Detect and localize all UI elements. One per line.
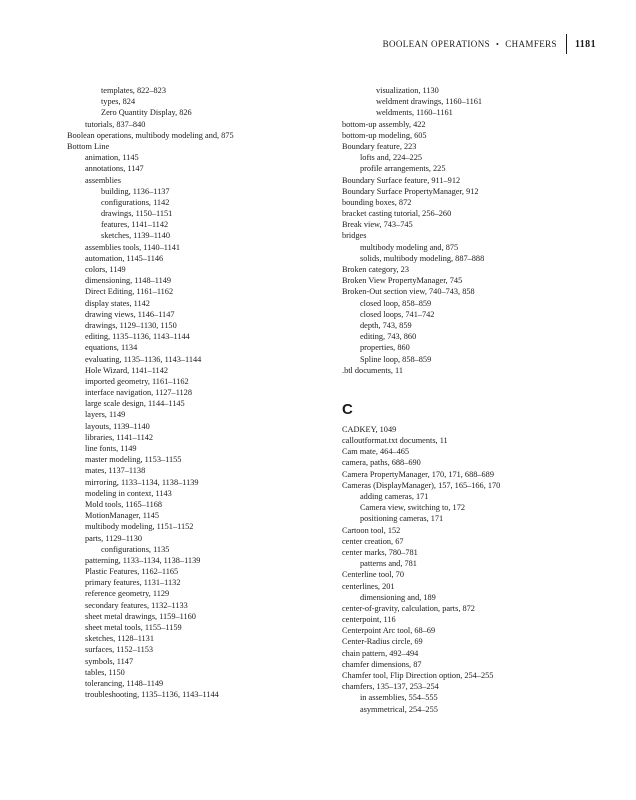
index-entry: secondary features, 1132–1133 (85, 600, 188, 610)
index-entry: evaluating, 1135–1136, 1143–1144 (85, 354, 202, 364)
index-entry: chamfer dimensions, 87 (342, 659, 422, 669)
index-entry: symbols, 1147 (85, 656, 134, 666)
index-entry: sketches, 1128–1131 (85, 634, 154, 644)
index-entry: modeling in context, 1143 (85, 488, 172, 498)
index-entry: assemblies tools, 1140–1141 (85, 242, 181, 252)
index-entry: in assemblies, 554–555 (360, 693, 438, 703)
index-entry: asymmetrical, 254–255 (360, 704, 438, 714)
index-entry: features, 1141–1142 (101, 220, 169, 230)
index-entry: lofts and, 224–225 (360, 153, 422, 163)
section-spacer (342, 376, 602, 400)
index-entry: surfaces, 1152–1153 (85, 645, 154, 655)
index-entry: camera, paths, 688–690 (342, 458, 421, 468)
index-entry: sheet metal tools, 1155–1159 (85, 623, 182, 632)
index-entry: configurations, 1142 (101, 197, 170, 207)
index-entry: automation, 1145–1146 (85, 253, 164, 263)
index-entry: depth, 743, 859 (360, 320, 412, 330)
index-entry: Bottom Line (67, 141, 110, 151)
index-entry: bracket casting tutorial, 256–260 (342, 209, 452, 219)
index-entry: center creation, 67 (342, 536, 404, 546)
index-entry: Boolean operations, multibody modeling and, 875 (67, 130, 234, 140)
index-entry: Centerpoint Arc tool, 68–69 (342, 626, 436, 636)
index-entry: annotations, 1147 (85, 164, 144, 174)
index-entry: large scale design, 1144–1145 (85, 399, 185, 409)
index-entry: Camera view, switching to, 172 (360, 503, 465, 513)
index-entry: dimensioning and, 189 (360, 592, 436, 602)
index-entry: drawings, 1129–1130, 1150 (85, 320, 177, 330)
index-entry: mates, 1137–1138 (85, 466, 146, 476)
index-entry: line fonts, 1149 (85, 444, 137, 453)
index-entry: Direct Editing, 1161–1162 (85, 287, 174, 297)
index-entry: Broken-Out section view, 740–743, 858 (342, 287, 475, 297)
index-entry: Broken View PropertyManager, 745 (342, 276, 463, 286)
index-entry: layouts, 1139–1140 (85, 421, 150, 431)
index-entry: calloutformat.txt documents, 11 (342, 436, 448, 446)
index-entry: center marks, 780–781 (342, 547, 418, 557)
page-number: 1181 (574, 38, 596, 50)
index-entry: Spline loop, 858–859 (360, 354, 432, 364)
index-entry: Cartoon tool, 152 (342, 525, 401, 535)
index-entry: positioning cameras, 171 (360, 514, 444, 524)
index-entry: patterning, 1133–1134, 1138–1139 (85, 555, 201, 565)
section-letter-heading: C (342, 400, 353, 418)
index-entry: bounding boxes, 872 (342, 197, 412, 207)
index-entry: mirroring, 1133–1134, 1138–1139 (85, 477, 199, 487)
index-entry: types, 824 (101, 97, 136, 107)
index-entry: tables, 1150 (85, 667, 125, 677)
header-subsection: CHAMFERS (505, 39, 557, 49)
index-column-right (342, 85, 602, 715)
index-entry: centerlines, 201 (342, 581, 395, 591)
index-entry: Mold tools, 1165–1168 (85, 499, 163, 509)
index-entry: assemblies (85, 175, 121, 185)
index-entry: reference geometry, 1129 (85, 589, 170, 599)
index-entry: patterns and, 781 (360, 559, 417, 569)
index-entry: Cameras (DisplayManager), 157, 165–166, 170 (342, 480, 501, 490)
index-entry: colors, 1149 (85, 265, 126, 274)
index-entry: bridges (342, 231, 367, 241)
index-entry: closed loop, 858–859 (360, 298, 432, 308)
index-entry: multibody modeling and, 875 (360, 242, 459, 252)
index-entry: chain pattern, 492–494 (342, 648, 419, 658)
header-divider (566, 34, 567, 54)
index-entry: imported geometry, 1161–1162 (85, 376, 189, 386)
index-entry: weldment drawings, 1160–1161 (376, 97, 483, 107)
index-entry: dimensioning, 1148–1149 (85, 276, 172, 286)
index-group-c (342, 424, 602, 715)
index-entry: closed loops, 741–742 (360, 309, 435, 319)
index-entry: bottom-up modeling, 605 (342, 130, 427, 140)
header-bullet: • (496, 39, 500, 49)
index-entry: center-of-gravity, calculation, parts, 872 (342, 603, 475, 613)
index-entry: equations, 1134 (85, 343, 138, 353)
index-entry: Center-Radius circle, 69 (342, 637, 423, 647)
index-entry: profile arrangements, 225 (360, 164, 446, 174)
index-entry: Plastic Features, 1162–1165 (85, 567, 179, 577)
index-entry: drawings, 1150–1151 (101, 209, 173, 219)
index-entry: master modeling, 1153–1155 (85, 455, 182, 465)
index-entry: editing, 743, 860 (360, 332, 417, 342)
index-entry: animation, 1145 (85, 153, 139, 163)
running-header (383, 36, 596, 52)
index-entry: templates, 822–823 (101, 86, 166, 95)
index-entry: drawing views, 1146–1147 (85, 309, 175, 319)
index-entry: Chamfer tool, Flip Direction option, 254–255 (342, 671, 494, 680)
index-entry: Hole Wizard, 1141–1142 (85, 365, 169, 375)
index-entry: editing, 1135–1136, 1143–1144 (85, 332, 190, 342)
index-entry: Camera PropertyManager, 170, 171, 688–689 (342, 469, 494, 479)
index-entry: interface navigation, 1127–1128 (85, 388, 192, 398)
index-entry: visualization, 1130 (376, 86, 439, 95)
index-entry: display states, 1142 (85, 298, 150, 308)
index-group-b (342, 85, 602, 376)
header-section: BOOLEAN OPERATIONS (382, 39, 491, 49)
index-entry: weldments, 1160–1161 (376, 108, 453, 118)
index-entry: centerpoint, 116 (342, 615, 396, 625)
index-entry: Boundary Surface feature, 911–912 (342, 175, 461, 185)
index-entry: parts, 1129–1130 (85, 533, 142, 543)
index-entry: building, 1136–1137 (101, 186, 170, 196)
index-entry: multibody modeling, 1151–1152 (85, 522, 194, 532)
index-entry: Boundary feature, 223 (342, 141, 417, 151)
index-entry: primary features, 1131–1132 (85, 578, 181, 588)
index-entry: Cam mate, 464–465 (342, 447, 410, 457)
index-entry: CADKEY, 1049 (342, 424, 397, 434)
index-entry: troubleshooting, 1135–1136, 1143–1144 (85, 690, 219, 700)
index-entry: MotionManager, 1145 (85, 511, 160, 521)
index-entry: chamfers, 135–137, 253–254 (342, 682, 439, 692)
index-entry: sketches, 1139–1140 (101, 231, 170, 241)
index-entry: tolerancing, 1148–1149 (85, 678, 164, 688)
index-entry: configurations, 1135 (101, 544, 170, 554)
index-entry: layers, 1149 (85, 410, 126, 420)
index-entry: properties, 860 (360, 343, 410, 353)
index-entry: tutorials, 837–840 (85, 119, 146, 129)
index-entry: Broken category, 23 (342, 265, 409, 274)
index-entry: Zero Quantity Display, 826 (101, 108, 192, 118)
index-entry: solids, multibody modeling, 887–888 (360, 253, 485, 263)
index-column-left (67, 85, 327, 700)
index-entry: Centerline tool, 70 (342, 570, 404, 580)
index-entry: .btl documents, 11 (342, 365, 403, 375)
index-entry: sheet metal drawings, 1159–1160 (85, 611, 196, 621)
index-entry: Boundary Surface PropertyManager, 912 (342, 186, 479, 196)
index-entry: Break view, 743–745 (342, 220, 413, 230)
index-entry: libraries, 1141–1142 (85, 432, 154, 442)
index-entry: bottom-up assembly, 422 (342, 119, 426, 129)
index-entry: adding cameras, 171 (360, 492, 429, 501)
